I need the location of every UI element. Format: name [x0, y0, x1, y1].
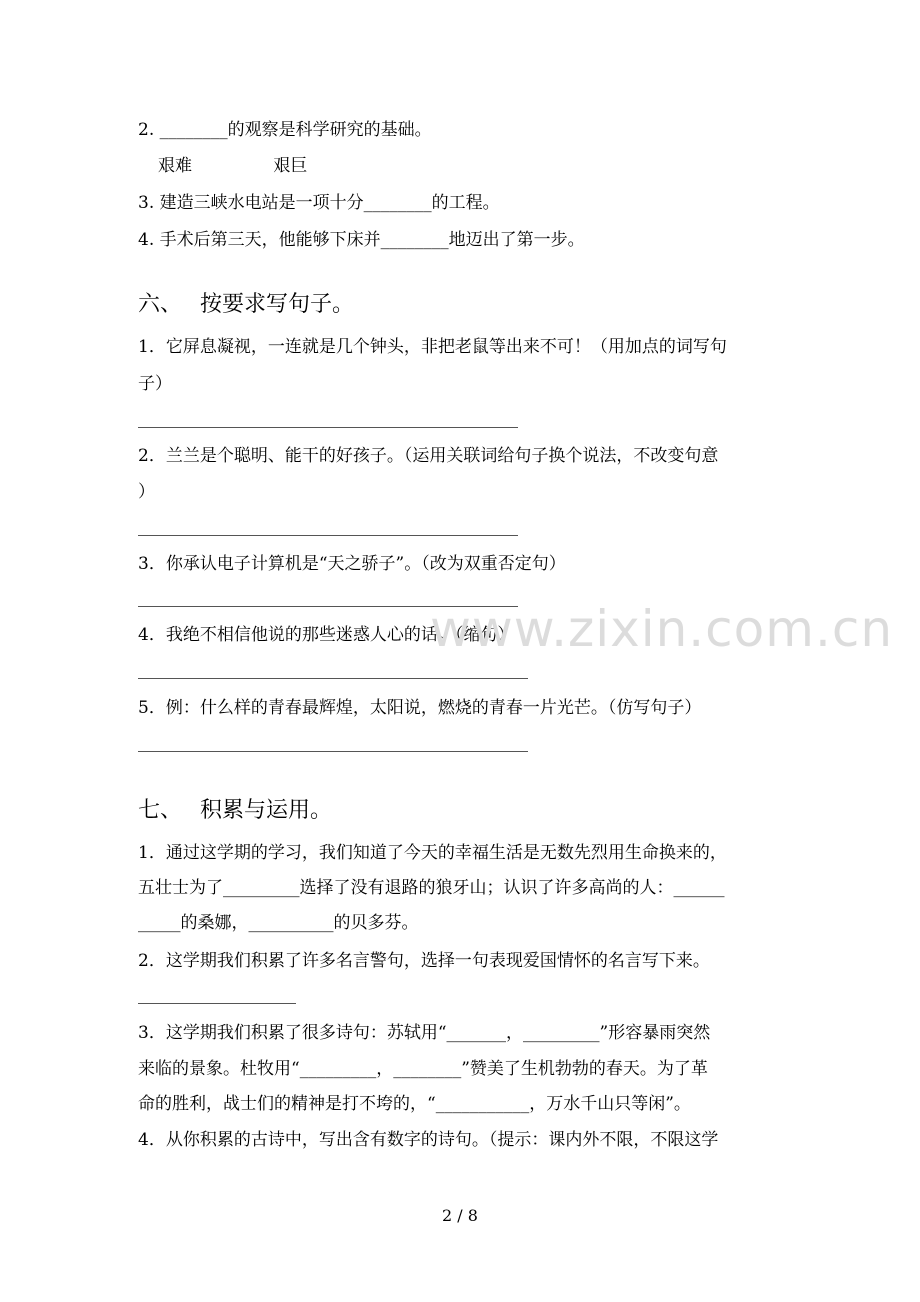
answer-line-7-2[interactable] — [138, 1003, 296, 1004]
question-7-3-cont1: 来临的景象。杜牧用“_________，________”赞美了生机勃勃的春天。为了革 — [138, 1059, 708, 1079]
question-6-2: 2．兰兰是个聪明、能干的好孩子。（运用关联词给句子换个说法，不改变句意 — [138, 446, 719, 466]
question-6-1-cont: 子） — [138, 374, 172, 394]
answer-line-6-2[interactable] — [138, 535, 518, 536]
answer-line-6-4[interactable] — [138, 678, 528, 679]
question-6-5: 5．例：什么样的青春最辉煌，太阳说，燃烧的青春一片光芒。（仿写句子） — [138, 698, 702, 718]
question-7-2: 2．这学期我们积累了许多名言警句，选择一句表现爱国情怀的名言写下来。 — [138, 951, 710, 971]
question-7-1-cont1: 五壮士为了_________选择了没有退路的狼牙山；认识了许多高尚的人：______ — [138, 878, 725, 898]
answer-line-6-1[interactable] — [138, 427, 518, 428]
page-number: 2 / 8 — [442, 1206, 478, 1225]
question-7-4: 4．从你积累的古诗中，写出含有数字的诗句。（提示：课内外不限，不限这学 — [138, 1130, 719, 1150]
question-7-1: 1．通过这学期的学习，我们知道了今天的幸福生活是无数先烈用生命换来的， — [138, 843, 727, 863]
option-2: 艰巨 — [273, 156, 308, 176]
question-6-2-cont: ） — [138, 482, 155, 502]
question-6-4: 4．我绝不相信他说的那些迷惑人心的话。（缩句） — [138, 625, 515, 645]
question-7-3: 3．这学期我们积累了很多诗句：苏轼用“_______，_________”形容暴雨突然 — [138, 1023, 711, 1043]
question-5-2: 2. ________的观察是科学研究的基础。 — [138, 120, 432, 140]
section-6-heading — [138, 291, 354, 319]
section-7-number: 七、 — [138, 798, 183, 823]
answer-line-6-5[interactable] — [138, 751, 528, 752]
question-7-1-cont2: _____的桑娜，__________的贝多芬。 — [138, 913, 419, 933]
section-7-title: 积累与运用。 — [200, 798, 333, 823]
option-1: 艰难 — [158, 156, 192, 176]
question-5-3: 3. 建造三峡水电站是一项十分________的工程。 — [138, 193, 500, 213]
question-7-3-cont2: 命的胜利，战士们的精神是打不垮的，“___________，万水千山只等闲”。 — [138, 1094, 691, 1114]
word-options — [158, 155, 808, 177]
section-6-number: 六、 — [138, 292, 183, 317]
question-6-3: 3．你承认电子计算机是“天之骄子”。（改为双重否定句） — [138, 554, 566, 574]
question-5-4: 4. 手术后第三天，他能够下床并________地迈出了第一步。 — [138, 230, 585, 250]
question-6-1: 1．它屏息凝视，一连就是几个钟头，非把老鼠等出来不可！（用加点的词写句 — [138, 337, 727, 357]
watermark: www.zixin.com.cn — [430, 600, 894, 658]
section-6-title: 按要求写句子。 — [200, 292, 355, 317]
section-7-heading — [138, 797, 332, 825]
